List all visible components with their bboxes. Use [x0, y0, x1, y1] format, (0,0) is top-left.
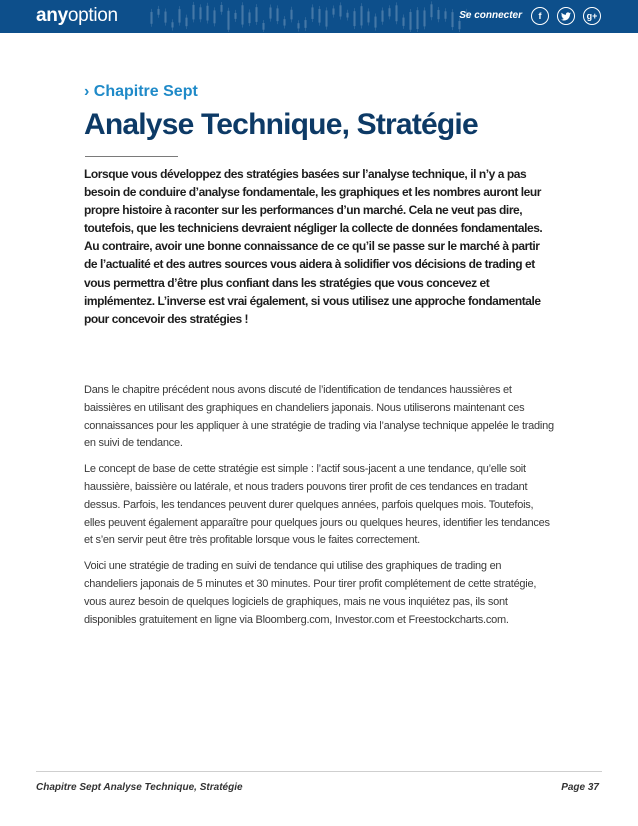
anyoption-logo[interactable]	[36, 5, 118, 27]
candle-body	[416, 10, 419, 29]
chapter-label: › Chapitre Sept	[84, 83, 198, 100]
candle-body	[451, 12, 454, 27]
footer-chapter-title: Chapitre Sept Analyse Technique, Stratégie	[36, 782, 243, 793]
candle-body	[248, 12, 251, 23]
candle-body	[178, 9, 181, 22]
candle-body	[255, 7, 258, 22]
candle-body	[346, 13, 349, 18]
candle-body	[388, 8, 391, 16]
candle-body	[290, 10, 293, 20]
candle-body	[311, 7, 314, 19]
candle-body	[234, 13, 237, 19]
paragraph-1: Dans le chapitre précédent nous avons discuté de l’identification de tendances haussières et baissières en utilisant des graphiques en chandeliers japonais. Nous utiliserons maintenant ces connaissances pour les appliquer à une stratégie de trading via l’analyse technique appelée le trading en suivi de tendance.	[84, 384, 554, 450]
candle-body	[185, 18, 188, 27]
candle-body	[297, 23, 300, 28]
candle-body	[276, 8, 279, 21]
candle-body	[227, 11, 230, 30]
candle-body	[367, 11, 370, 22]
footer-divider	[36, 771, 602, 772]
candle-body	[332, 8, 335, 14]
paragraph-2: Le concept de base de cette stratégie est simple : l’actif sous-jacent a une tendance, qu’elle soit haussière, baissière ou latérale, et nous traders pouvons tirer profit de ces tendances en tradant dessus. Parfois, les tendances peuvent durer quelques années, parfois quelques mois. Toutefois, elles peuvent également apparaître pour quelques jours ou quelques heures, identifier les tendances et s’en servir peut être très profitable lorsque vous le faites correctement.	[84, 463, 550, 547]
header-bar	[0, 0, 638, 33]
paragraph-3: Voici une stratégie de trading en suivi de tendance qui utilise des graphiques de trading en chandeliers japonais de 5 minutes et 30 minutes. Pour tirer profit complétement de cette stratégie, vous aurez besoin de quelques logiciels de graphiques, mais ne vous inquiétez pas, ils sont disponibles gratuitement en ligne via Bloomberg.com, Investor.com et Freestockcharts.com.	[84, 560, 537, 626]
candle-body	[283, 19, 286, 25]
candle-body	[213, 10, 216, 23]
twitter-icon[interactable]	[557, 7, 575, 25]
candle-body	[150, 12, 153, 24]
candle-body	[374, 17, 377, 28]
login-link[interactable]: Se connecter	[459, 10, 522, 21]
candle-body	[360, 6, 363, 25]
lead-paragraph: Lorsque vous développez des stratégies basées sur l’analyse technique, il n’y a pas besoin de conduire d’analyse fondamentale, les graphiques et les nombres auront leur propre histoire à raconter sur les performances d’un marché. Cela ne veut pas dire, toutefois, que les techniciens devraient négliger la collecte de données fondamentales. Au contraire, avoir une bonne connaissance de ce qu’il se passe sur le marché à partir de l’actualité et des autres sources vous aidera à solidifier vos décisions de trading et vous permettra d’être plus confiant dans les stratégies que vous concevez et implémentez. L’inverse est vrai également, si vous utilisez une approche fondamentale pour concevoir des stratégies !	[84, 167, 543, 326]
candle-body	[423, 10, 426, 26]
page-number: Page 37	[561, 782, 599, 793]
candle-body	[199, 7, 202, 19]
candle-body	[458, 21, 461, 29]
candle-body	[437, 10, 440, 19]
candle-body	[381, 10, 384, 21]
candle-body	[430, 4, 433, 17]
candle-body	[339, 5, 342, 16]
candle-body	[304, 20, 307, 28]
candle-body	[395, 5, 398, 21]
candle-body	[325, 10, 328, 26]
candle-body	[269, 7, 272, 18]
page-title: Analyse Technique, Stratégie	[84, 108, 478, 141]
candle-body	[241, 5, 244, 24]
title-divider	[85, 156, 178, 157]
facebook-icon[interactable]: f	[531, 7, 549, 25]
candle-body	[171, 22, 174, 27]
candle-body	[353, 11, 356, 26]
candle-body	[409, 12, 412, 30]
logo-regular-part: option	[67, 5, 118, 26]
twitter-bird-icon	[561, 12, 571, 21]
body-text	[84, 382, 554, 637]
candle-body	[402, 18, 405, 26]
googleplus-icon[interactable]: g+	[583, 7, 601, 25]
candle-body	[206, 6, 209, 21]
candle-body	[444, 11, 447, 18]
candle-body	[192, 5, 195, 20]
logo-bold-part: any	[36, 5, 68, 26]
candle-body	[164, 12, 167, 23]
candle-body	[318, 9, 321, 23]
candle-body	[262, 23, 265, 30]
candle-body	[220, 5, 223, 12]
candle-body	[157, 9, 160, 15]
